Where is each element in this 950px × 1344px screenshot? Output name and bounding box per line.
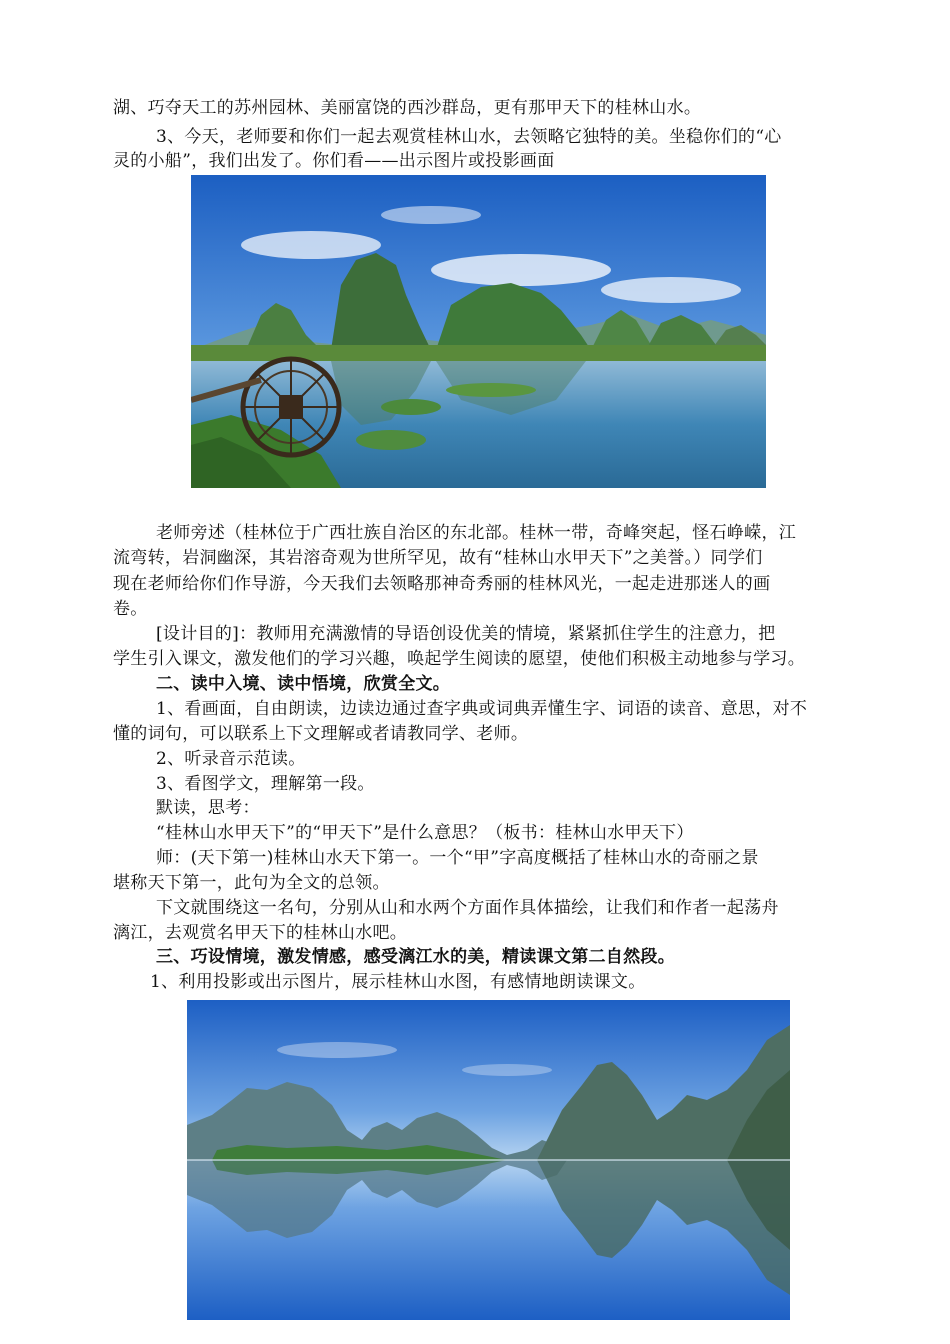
paragraph-line: 懂的词句，可以联系上下文理解或者请教同学、老师。 (113, 724, 529, 744)
paragraph-line: 湖、巧夺天工的苏州园林、美丽富饶的西沙群岛，更有那甲天下的桂林山水。 (113, 98, 702, 118)
paragraph-line: 师：(天下第一)桂林山水天下第一。一个“甲”字高度概括了桂林山水的奇丽之景 (156, 848, 759, 868)
paragraph-line: 流弯转，岩洞幽深，其岩溶奇观为世所罕见，故有“桂林山水甲天下”之美誉。）同学们 (113, 548, 763, 568)
paragraph-line: 堪称天下第一，此句为全文的总领。 (113, 873, 390, 893)
paragraph-line: 默读，思考： (156, 798, 260, 818)
paragraph-line: 现在老师给你们作导游，今天我们去领略那神奇秀丽的桂林风光，一起走进那迷人的画 (113, 574, 771, 594)
paragraph-line: [设计目的]：教师用充满激情的导语创设优美的情境，紧紧抓住学生的注意力，把 (156, 624, 776, 644)
paragraph-line: 3、今天，老师要和你们一起去观赏桂林山水，去领略它独特的美。坐稳你们的“心 (156, 127, 782, 147)
paragraph-line: 1、看画面，自由朗读，边读边通过查字典或词典弄懂生字、词语的读音、意思，对不 (156, 699, 808, 719)
paragraph-line: 下文就围绕这一名句，分别从山和水两个方面作具体描绘，让我们和作者一起荡舟 (156, 898, 779, 918)
paragraph-line: 学生引入课文，激发他们的学习兴趣，唤起学生阅读的愿望，使他们积极主动地参与学习。 (113, 649, 805, 669)
guilin-landscape-photo-1 (191, 175, 766, 488)
section-heading: 二、读中入境、读中悟境，欣赏全文。 (156, 674, 451, 694)
paragraph-line: “桂林山水甲天下”的“甲天下”是什么意思？（板书：桂林山水甲天下） (156, 823, 694, 843)
paragraph-line: 2、听录音示范读。 (156, 749, 306, 769)
paragraph-line: 漓江，去观赏名甲天下的桂林山水吧。 (113, 923, 408, 943)
section-heading: 三、巧设情境，激发情感，感受漓江水的美，精读课文第二自然段。 (156, 947, 675, 967)
paragraph-line: 老师旁述（桂林位于广西壮族自治区的东北部。桂林一带，奇峰突起，怪石峥嵘，江 (156, 523, 797, 543)
paragraph-line: 灵的小船”，我们出发了。你们看——出示图片或投影画面 (113, 151, 555, 171)
guilin-landscape-photo-2 (187, 1000, 790, 1320)
paragraph-line: 卷。 (113, 599, 148, 619)
paragraph-line: 3、看图学文，理解第一段。 (156, 774, 375, 794)
paragraph-line: 1、利用投影或出示图片，展示桂林山水图，有感情地朗读课文。 (150, 972, 646, 992)
